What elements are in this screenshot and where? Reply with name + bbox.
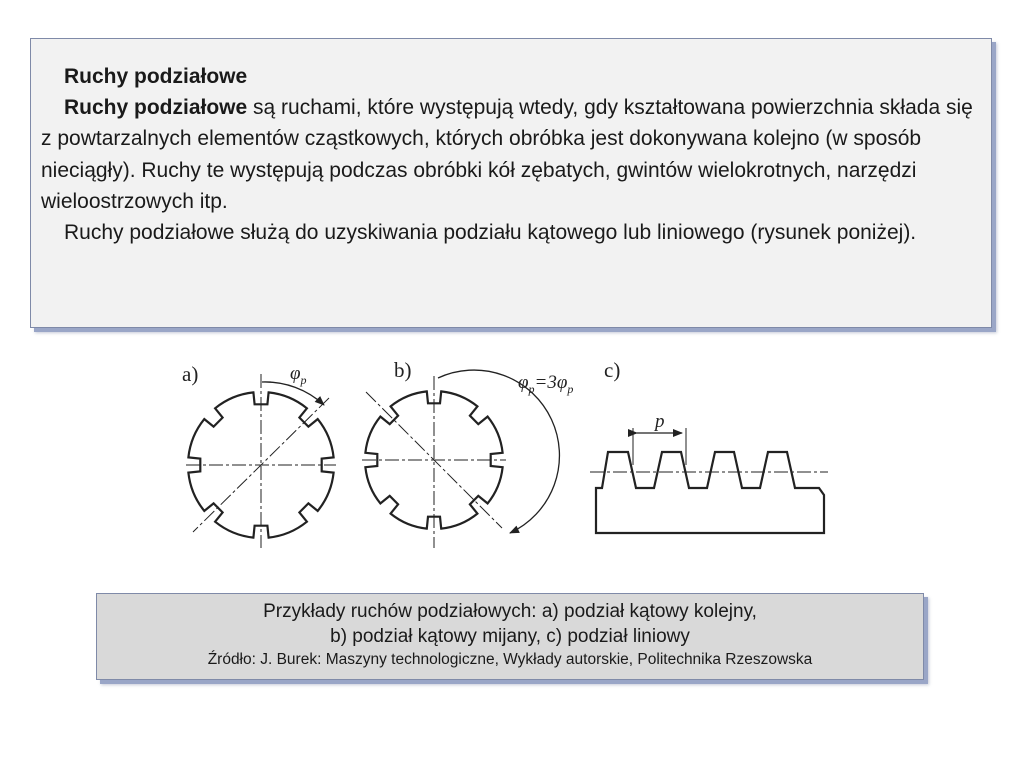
caption-line-1: Przykłady ruchów podziałowych: a) podział kątowy kolejny, bbox=[263, 601, 757, 622]
description-box bbox=[30, 38, 992, 328]
indexing-motions-figure bbox=[176, 348, 846, 548]
label-a: a) bbox=[182, 362, 199, 386]
figure-svg bbox=[176, 348, 846, 548]
label-b: b) bbox=[394, 358, 412, 382]
gear-b bbox=[362, 370, 573, 548]
paragraph-1-term: Ruchy podziałowe bbox=[64, 96, 248, 120]
gear-b-angle-label: $\varphi_p=3\varphi_p$ bbox=[518, 372, 574, 396]
gear-a-angle-label: $\varphi_p$ bbox=[290, 363, 307, 387]
caption-line-2: b) podział kątowy mijany, c) podział liniowy bbox=[330, 626, 690, 647]
gear-a bbox=[186, 363, 336, 548]
rack-c bbox=[590, 411, 828, 533]
figure-caption-box bbox=[96, 593, 924, 680]
label-c: c) bbox=[604, 358, 621, 382]
description-paragraph-2: Ruchy podziałowe służą do uzyskiwania podziału kątowego lub liniowego (rysunek poniżej). bbox=[64, 221, 917, 245]
description-title: Ruchy podziałowe bbox=[64, 65, 248, 88]
description-paragraph-1 bbox=[41, 92, 979, 217]
rack-outline bbox=[596, 452, 824, 533]
pitch-label: p bbox=[655, 411, 665, 432]
paragraph-1-text: są ruchami, które występują wtedy, gdy kształtowana powierzchnia składa się z powtarzalnych elementów cząstkowych, których obróbka jest dokonywana kolejno (w sposób nieciągły). Ruchy te występują podczas obróbki kół zębatych, gwintów wielokrotnych, narzędzi wieloostrzowych itp. bbox=[41, 96, 973, 213]
caption-source: Źródło: J. Burek: Maszyny technologiczne, Wykłady autorskie, Politechnika Rzeszowska bbox=[207, 651, 813, 668]
